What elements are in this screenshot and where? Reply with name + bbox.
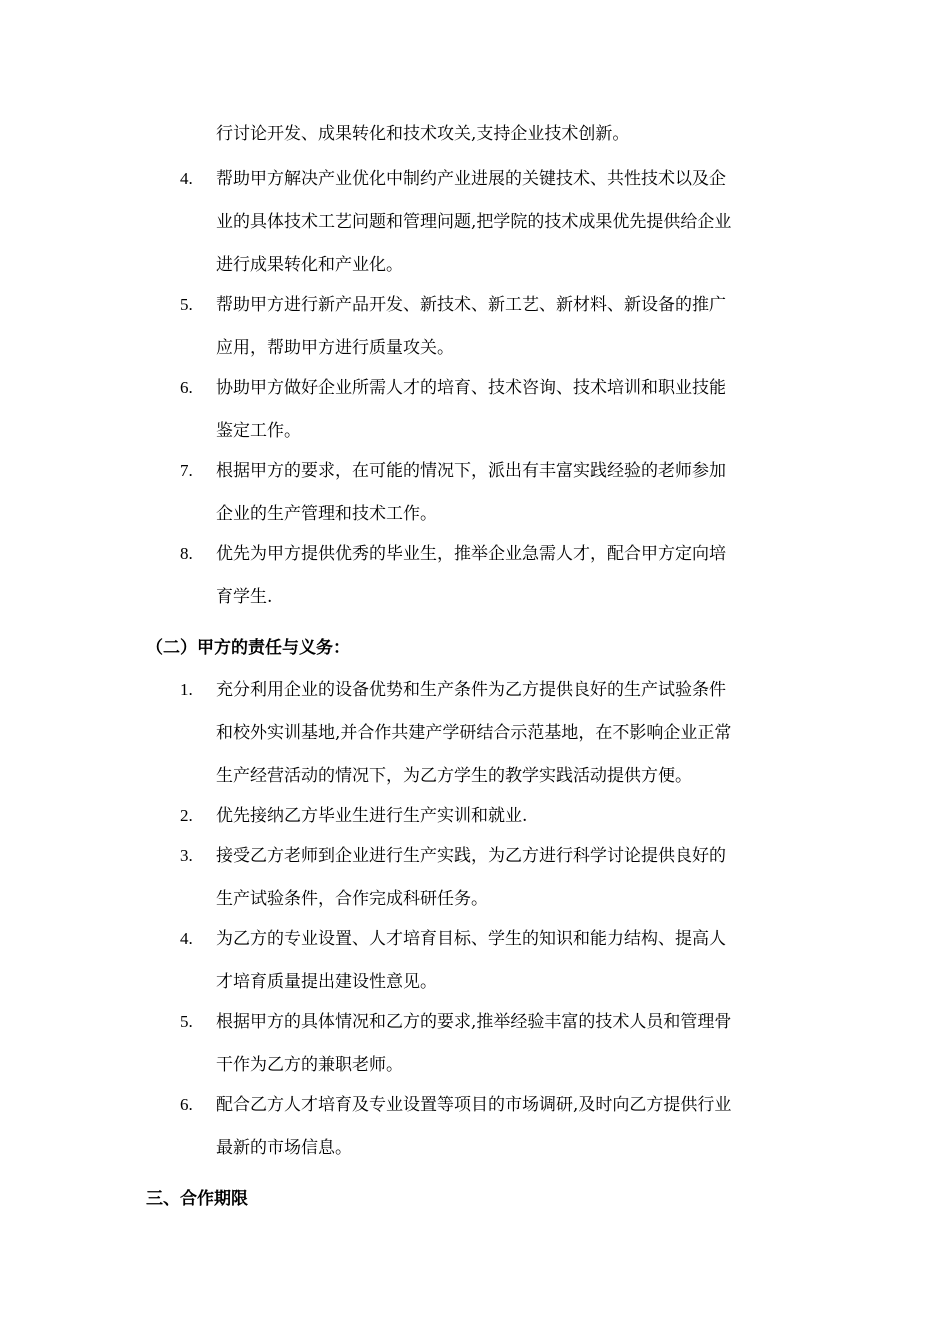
section-heading-party-a: （二）甲方的责任与义务： bbox=[146, 638, 350, 658]
item-line: 才培育质量提出建设性意见。 bbox=[216, 972, 437, 992]
item-line: 生产经营活动的情况下，为乙方学生的教学实践活动提供方便。 bbox=[216, 766, 692, 786]
item-line: 协助甲方做好企业所需人才的培育、技术咨询、技术培训和职业技能 bbox=[216, 378, 726, 398]
item-number: 3. bbox=[180, 846, 193, 865]
item-line: 最新的市场信息。 bbox=[216, 1138, 352, 1158]
item-line: 生产试验条件，合作完成科研任务。 bbox=[216, 889, 488, 909]
item-number: 4. bbox=[180, 929, 193, 948]
continuation-line: 行讨论开发、成果转化和技术攻关,支持企业技术创新。 bbox=[216, 124, 630, 144]
item-line: 育学生. bbox=[216, 587, 273, 607]
item-line: 进行成果转化和产业化。 bbox=[216, 255, 403, 275]
section-heading-cooperation-term: 三、合作期限 bbox=[146, 1189, 248, 1209]
item-line: 根据甲方的具体情况和乙方的要求,推举经验丰富的技术人员和管理骨 bbox=[216, 1012, 732, 1032]
item-line: 帮助甲方进行新产品开发、新技术、新工艺、新材料、新设备的推广 bbox=[216, 295, 726, 315]
item-line: 优先为甲方提供优秀的毕业生，推举企业急需人才，配合甲方定向培 bbox=[216, 544, 726, 564]
item-line: 鉴定工作。 bbox=[216, 421, 301, 441]
item-number: 2. bbox=[180, 806, 193, 825]
item-line: 应用，帮助甲方进行质量攻关。 bbox=[216, 338, 454, 358]
item-number: 4. bbox=[180, 169, 193, 188]
item-line: 根据甲方的要求，在可能的情况下，派出有丰富实践经验的老师参加 bbox=[216, 461, 726, 481]
item-number: 1. bbox=[180, 680, 193, 699]
item-number: 6. bbox=[180, 378, 193, 397]
item-line: 干作为乙方的兼职老师。 bbox=[216, 1055, 403, 1075]
item-line: 优先接纳乙方毕业生进行生产实训和就业. bbox=[216, 806, 528, 826]
item-number: 5. bbox=[180, 295, 193, 314]
item-line: 配合乙方人才培育及专业设置等项目的市场调研,及时向乙方提供行业 bbox=[216, 1095, 732, 1115]
item-line: 为乙方的专业设置、人才培育目标、学生的知识和能力结构、提高人 bbox=[216, 929, 726, 949]
item-number: 6. bbox=[180, 1095, 193, 1114]
item-line: 帮助甲方解决产业优化中制约产业进展的关键技术、共性技术以及企 bbox=[216, 169, 726, 189]
item-line: 和校外实训基地,并合作共建产学研结合示范基地，在不影响企业正常 bbox=[216, 723, 732, 743]
item-number: 7. bbox=[180, 461, 193, 480]
item-line: 业的具体技术工艺问题和管理问题,把学院的技术成果优先提供给企业 bbox=[216, 212, 732, 232]
item-number: 5. bbox=[180, 1012, 193, 1031]
item-line: 接受乙方老师到企业进行生产实践，为乙方进行科学讨论提供良好的 bbox=[216, 846, 726, 866]
item-number: 8. bbox=[180, 544, 193, 563]
item-line: 企业的生产管理和技术工作。 bbox=[216, 504, 437, 524]
item-line: 充分利用企业的设备优势和生产条件为乙方提供良好的生产试验条件 bbox=[216, 680, 726, 700]
